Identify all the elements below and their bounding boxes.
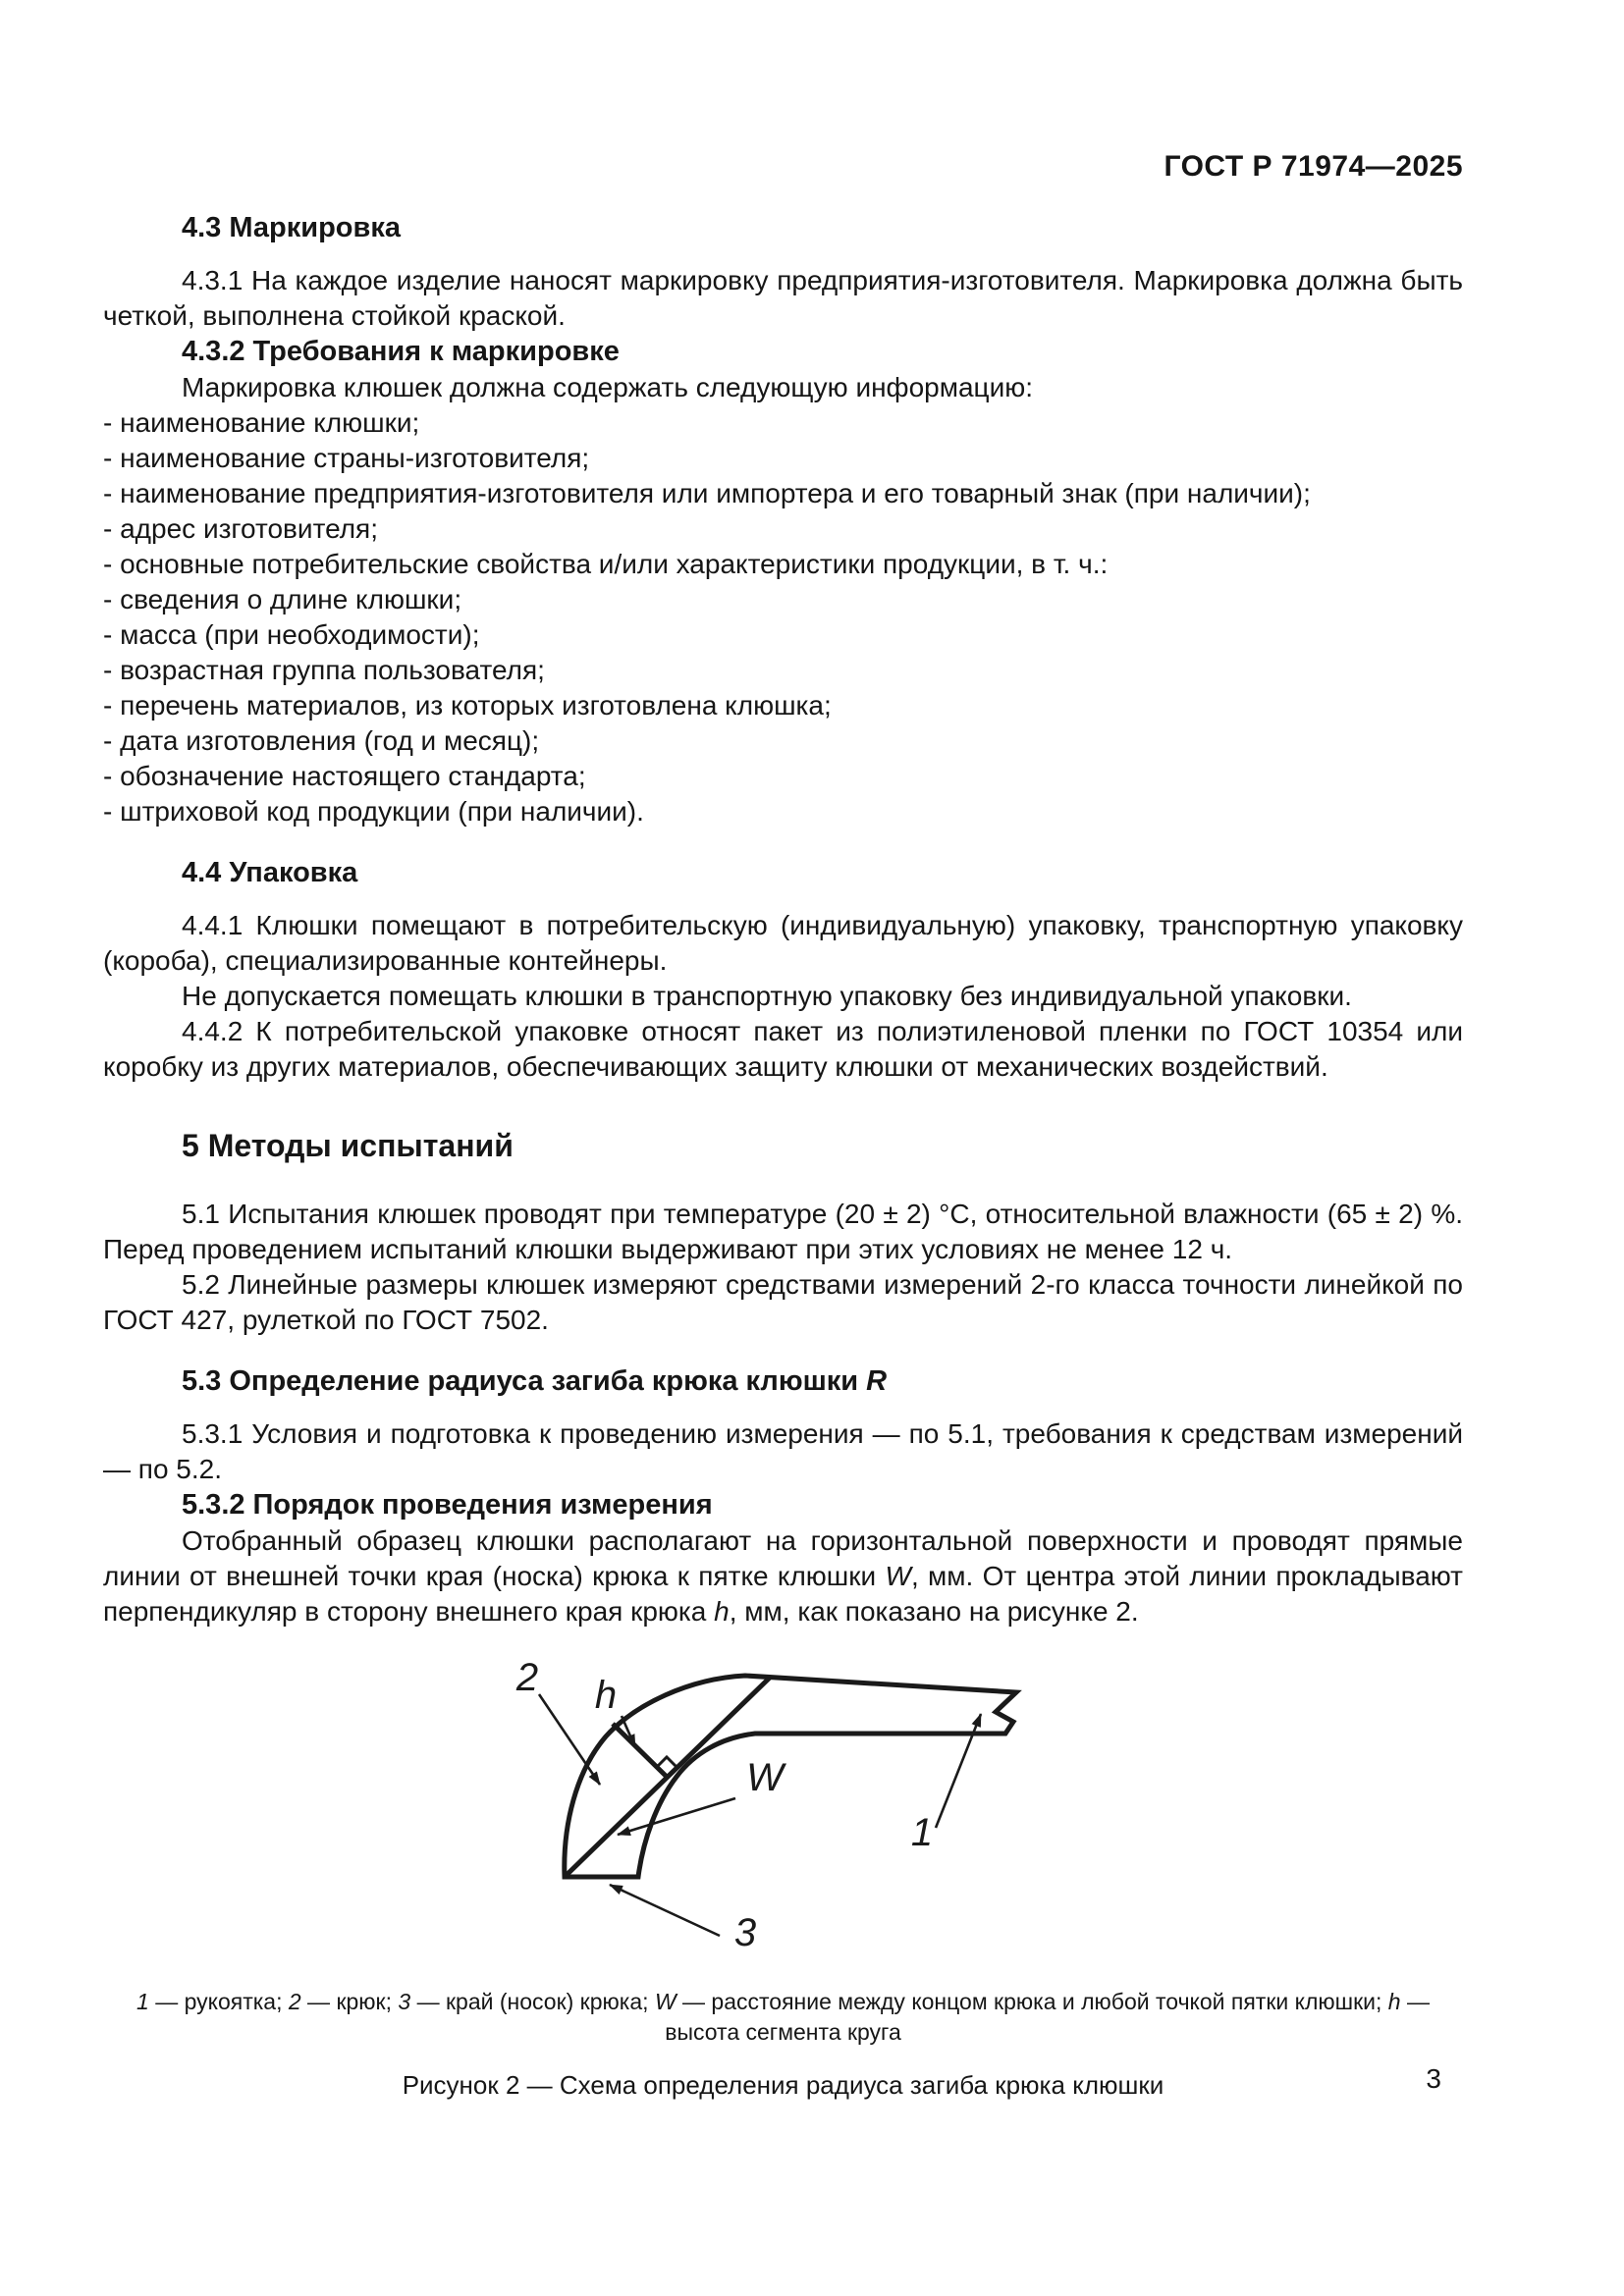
list-item: - наименование предприятия-изготовителя или импортера и его товарный знак (при наличии); <box>103 478 1311 508</box>
figure-2-diagram <box>488 1643 1156 1977</box>
paragraph-4-3-1: 4.3.1 На каждое изделие наносят маркировку предприятия-изготовителя. Маркировка должна быть четкой, выполнена стойкой краской. <box>103 265 1463 331</box>
segment-h-line <box>613 1724 667 1777</box>
text-segment: R <box>866 1365 888 1397</box>
text-segment: — расстояние между концом крюка и любой точкой пятки клюшки; <box>676 1989 1388 2014</box>
paragraph-5-2: 5.2 Линейные размеры клюшек измеряют средствами измерений 2-го класса точности линейкой по ГОСТ 427, рулеткой по ГОСТ 7502. <box>103 1269 1463 1335</box>
text-segment: , мм. От центра этой линии прокладывают перпендикуляр в сторону внешнего края крюка <box>103 1561 1463 1627</box>
figure-2-legend <box>103 1987 1463 2048</box>
text-segment: h <box>714 1596 730 1627</box>
list-item: - дата изготовления (год и месяц); <box>103 725 540 756</box>
list-item: - наименование клюшки; <box>103 407 420 438</box>
figure-label-3: 3 <box>733 1911 757 1954</box>
text-segment: h <box>1387 1989 1401 2014</box>
text-segment: — край (носок) крюка; <box>410 1989 655 2014</box>
heading-5: 5 Методы испытаний <box>182 1128 514 1163</box>
text-segment: Отобранный образец клюшки располагают на горизонтальной поверхности и проводят прямые линии от внешней точки края (носка) крюка к пятке клюшки <box>103 1525 1463 1591</box>
text-segment: 1 <box>136 1989 149 2014</box>
list-item: - основные потребительские свойства и/или характеристики продукции, в т. ч.: <box>103 549 1109 579</box>
paragraph-5-3-2 <box>103 1523 1463 1629</box>
list-item: - адрес изготовителя; <box>103 513 378 544</box>
heading-4-3: 4.3 Маркировка <box>182 212 401 243</box>
figure-2-caption: Рисунок 2 — Схема определения радиуса загиба крюка клюшки <box>402 2070 1164 2100</box>
paragraph-5-1: 5.1 Испытания клюшек проводят при температуре (20 ± 2) °С, относительной влажности (65 ± 2) %. Перед проведением испытаний клюшки выдерживают при этих условиях не менее 12 ч. <box>103 1199 1463 1264</box>
leader-arrow-toe <box>610 1885 720 1936</box>
figure-label-2: 2 <box>515 1656 539 1699</box>
list-item: - сведения о длине клюшки; <box>103 584 462 614</box>
text-segment: 3 <box>398 1989 411 2014</box>
list-item: - возрастная группа пользователя; <box>103 655 545 685</box>
paragraph-5-3-1: 5.3.1 Условия и подготовка к проведению измерения — по 5.1, требования к средствам измерений — по 5.2. <box>103 1418 1463 1484</box>
list-item: - обозначение настоящего стандарта; <box>103 761 586 791</box>
page-number: 3 <box>1426 2063 1441 2094</box>
marking-requirements-list <box>103 405 1463 829</box>
leader-arrow-hook <box>539 1694 600 1785</box>
text-segment: 5.3 Определение радиуса загиба крюка клюшки <box>182 1365 867 1397</box>
hockey-stick-hook-diagram <box>488 1643 1156 1977</box>
right-angle-marker <box>657 1757 677 1767</box>
heading-4-3-2: 4.3.2 Требования к маркировке <box>182 336 620 367</box>
text-segment: — крюк; <box>300 1989 399 2014</box>
list-item: - штриховой код продукции (при наличии). <box>103 796 644 827</box>
figure-label-w: W <box>746 1756 784 1799</box>
leader-arrow-w <box>618 1798 735 1835</box>
text-segment: 2 <box>288 1989 301 2014</box>
paragraph-4-4-2: 4.4.2 К потребительской упаковке относят пакет из полиэтиленовой пленки по ГОСТ 10354 или коробку из других материалов, обеспечивающих защиту клюшки от механических воздействий. <box>103 1016 1463 1082</box>
paragraph-4-4-1: 4.4.1 Клюшки помещают в потребительскую (индивидуальную) упаковку, транспортную упаковку (короба), специализированные контейнеры. <box>103 910 1463 976</box>
leader-arrow-handle <box>936 1714 981 1828</box>
text-segment: — высота сегмента круга <box>665 1989 1430 2045</box>
text-segment: — рукоятка; <box>148 1989 289 2014</box>
list-item: - перечень материалов, из которых изготовлена клюшка; <box>103 690 832 721</box>
list-item: - масса (при необходимости); <box>103 619 480 650</box>
paragraph-4-4-1b: Не допускается помещать клюшки в транспортную упаковку без индивидуальной упаковки. <box>182 981 1352 1011</box>
doc-code-header: ГОСТ Р 71974—2025 <box>1164 150 1463 183</box>
list-item: - наименование страны-изготовителя; <box>103 443 590 473</box>
heading-5-3 <box>182 1363 1463 1399</box>
heading-4-4: 4.4 Упаковка <box>182 857 358 888</box>
figure-label-h: h <box>594 1674 618 1717</box>
paragraph-marking-intro: Маркировка клюшек должна содержать следующую информацию: <box>182 372 1034 402</box>
text-segment: W <box>885 1561 911 1591</box>
stick-outline <box>565 1676 1016 1877</box>
figure-label-1: 1 <box>910 1811 934 1854</box>
heading-5-3-2: 5.3.2 Порядок проведения измерения <box>182 1489 713 1521</box>
text-segment: , мм, как показано на рисунке 2. <box>729 1596 1139 1627</box>
text-segment: W <box>654 1989 677 2014</box>
